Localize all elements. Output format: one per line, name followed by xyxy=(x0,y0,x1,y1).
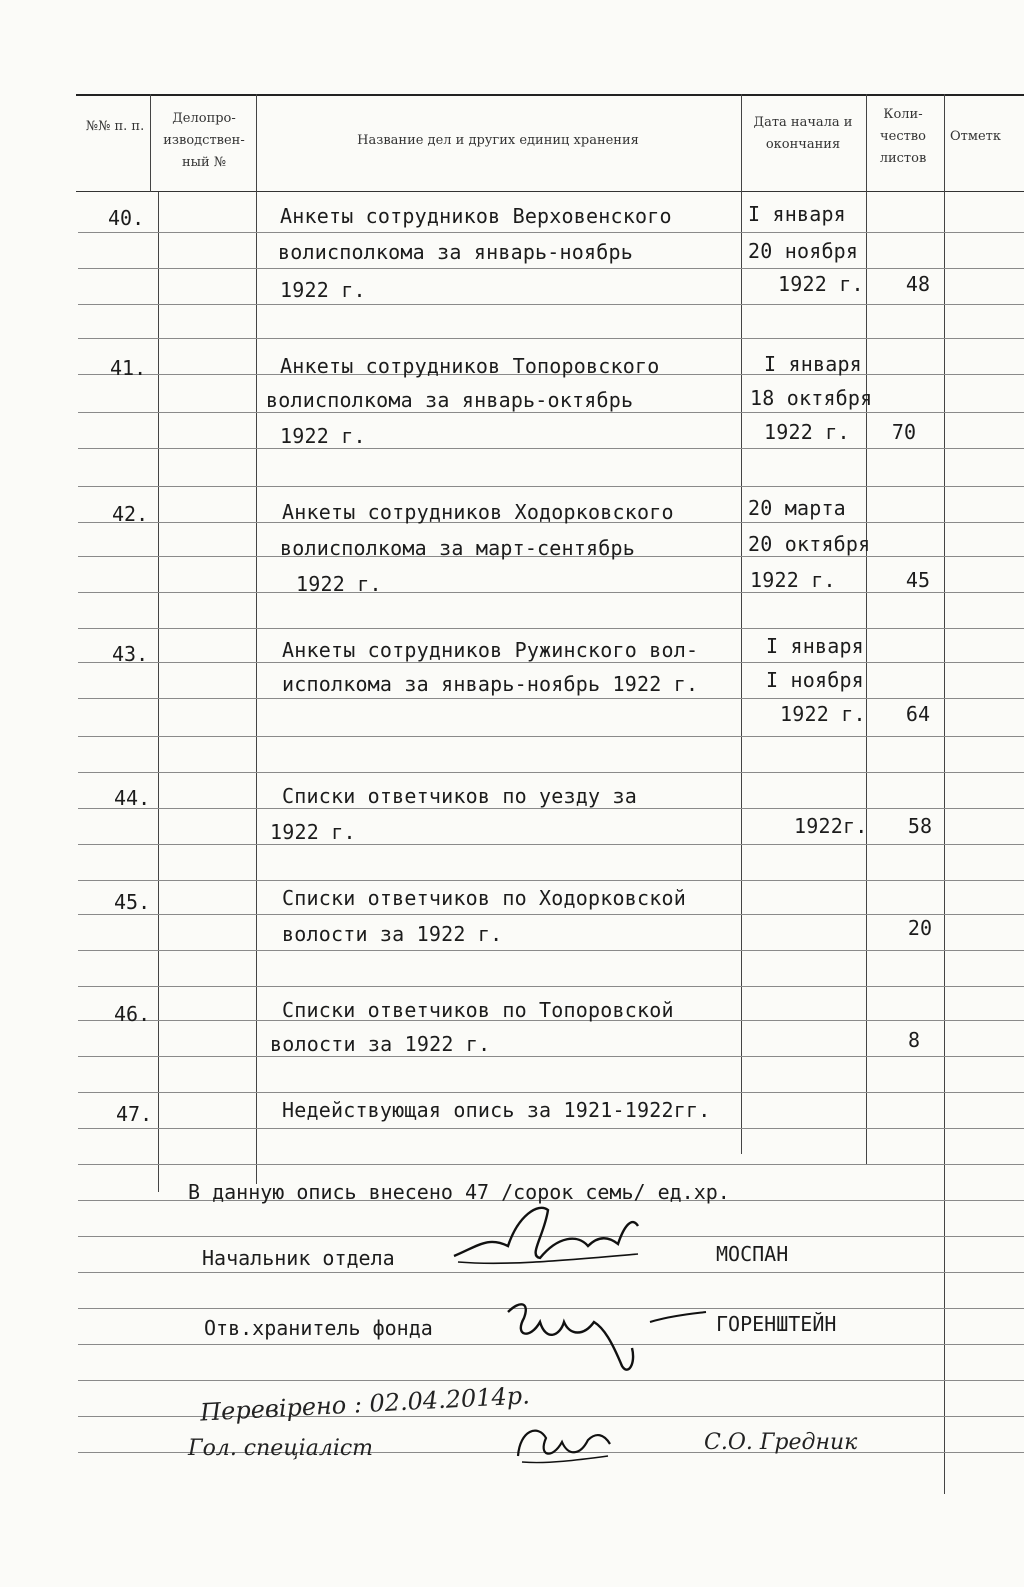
row-sheets: 64 xyxy=(905,702,930,726)
header-top-rule xyxy=(76,94,1024,96)
row-number: 44. xyxy=(114,786,151,810)
row-sheets: 45 xyxy=(905,568,930,592)
row-title-line: Анкеты сотрудников Ружинского вол- xyxy=(282,638,699,662)
total-note: В данную опись внесено 47 /сорок семь/ ед.хр. xyxy=(188,1180,730,1204)
ruled-line xyxy=(78,1056,1024,1057)
verifier-role: Гол. спеціаліст xyxy=(188,1436,374,1461)
row-title-line: волисполкома за январь-октябрь xyxy=(266,388,634,412)
keeper-signature xyxy=(500,1292,710,1382)
row-title-line: 1922 г. xyxy=(280,278,366,302)
row-number: 41. xyxy=(110,356,147,380)
row-title-line: Анкеты сотрудников Верховенского xyxy=(280,204,672,228)
header-bottom-rule xyxy=(76,191,1024,192)
row-title-line: Анкеты сотрудников Топоровского xyxy=(280,354,660,378)
ruled-line xyxy=(78,880,1024,881)
row-sheets: 8 xyxy=(907,1028,920,1052)
row-date: 1922 г. xyxy=(764,420,850,444)
ruled-line xyxy=(78,914,1024,915)
verifier-name: С.О. Гредник xyxy=(704,1430,858,1455)
head-signature xyxy=(448,1196,648,1286)
ruled-line xyxy=(78,338,1024,339)
ruled-line xyxy=(78,698,1024,699)
ruled-line xyxy=(78,412,1024,413)
ruled-line xyxy=(78,772,1024,773)
row-date: I января xyxy=(764,352,862,376)
row-title-line: 1922 г. xyxy=(270,820,356,844)
ruled-line xyxy=(78,986,1024,987)
row-number: 43. xyxy=(112,642,149,666)
row-number: 46. xyxy=(114,1002,151,1026)
row-date: 1922 г. xyxy=(778,272,864,296)
ruled-line xyxy=(78,950,1024,951)
row-date: I января xyxy=(766,634,864,658)
row-number: 45. xyxy=(114,890,151,914)
row-date: I ноября xyxy=(766,668,864,692)
row-date: 20 ноября xyxy=(748,239,859,263)
header-sheets: Коли- чество листов xyxy=(879,107,927,166)
head-label: Начальник отдела xyxy=(202,1246,395,1270)
header-dates: Дата начала и окончания xyxy=(753,115,853,152)
row-title-line: волисполкома за март-сентябрь xyxy=(280,536,635,560)
row-title-line: волости за 1922 г. xyxy=(282,922,503,946)
head-name: МОСПАН xyxy=(716,1242,789,1266)
ruled-line xyxy=(78,1164,1024,1165)
row-date: 18 октября xyxy=(750,386,873,410)
col-rule xyxy=(158,192,159,1192)
row-title-line: Списки ответчиков по Ходорковской xyxy=(282,886,686,910)
row-title-line: волисполкома за январь-ноябрь xyxy=(278,240,633,264)
ruled-line xyxy=(78,268,1024,269)
row-title-line: волости за 1922 г. xyxy=(270,1032,491,1056)
ruled-line xyxy=(78,628,1024,629)
verifier-signature xyxy=(508,1416,618,1476)
col-rule xyxy=(150,94,151,192)
ruled-line xyxy=(78,592,1024,593)
row-date: 1922 г. xyxy=(750,568,836,592)
ruled-line xyxy=(78,1092,1024,1093)
row-date: 1922 г. xyxy=(780,702,866,726)
row-number: 42. xyxy=(112,502,149,526)
ruled-line xyxy=(78,844,1024,845)
header-notes: Отметк xyxy=(950,129,1001,144)
row-title-line: Недействующая опись за 1921-1922гг. xyxy=(282,1098,711,1122)
verification-note: Перевірено : 02.04.2014р. xyxy=(199,1381,531,1427)
row-number: 40. xyxy=(108,206,145,230)
ruled-line xyxy=(78,1128,1024,1129)
ruled-line xyxy=(78,662,1024,663)
header-office-number: Делопро- изводствен- ный № xyxy=(163,111,245,170)
col-rule xyxy=(741,94,742,1154)
row-title-line: Списки ответчиков по уезду за xyxy=(282,784,637,808)
row-sheets: 70 xyxy=(891,420,916,444)
ruled-line xyxy=(78,232,1024,233)
row-sheets: 48 xyxy=(905,272,930,296)
ruled-line xyxy=(78,486,1024,487)
row-date: 20 марта xyxy=(748,496,846,520)
row-date: 20 октября xyxy=(748,532,871,556)
keeper-name: ГОРЕНШТЕЙН xyxy=(716,1312,837,1336)
row-title-line: Списки ответчиков по Топоровской xyxy=(282,998,674,1022)
row-title-line: исполкома за январь-ноябрь 1922 г. xyxy=(282,672,699,696)
ruled-line xyxy=(78,736,1024,737)
row-number: 47. xyxy=(116,1102,153,1126)
row-date: 1922г. xyxy=(794,814,868,838)
ruled-line xyxy=(78,808,1024,809)
header-number: №№ п. п. xyxy=(85,119,145,134)
row-date: I января xyxy=(748,202,846,226)
ruled-line xyxy=(78,448,1024,449)
row-sheets: 58 xyxy=(907,814,932,838)
col-rule xyxy=(866,94,867,1164)
ruled-line xyxy=(78,304,1024,305)
row-title-line: Анкеты сотрудников Ходорковского xyxy=(282,500,674,524)
keeper-label: Отв.хранитель фонда xyxy=(204,1316,433,1340)
row-title-line: 1922 г. xyxy=(280,424,366,448)
row-title-line: 1922 г. xyxy=(296,572,382,596)
row-sheets: 20 xyxy=(907,916,932,940)
header-title: Название дел и других единиц хранения xyxy=(357,133,639,148)
